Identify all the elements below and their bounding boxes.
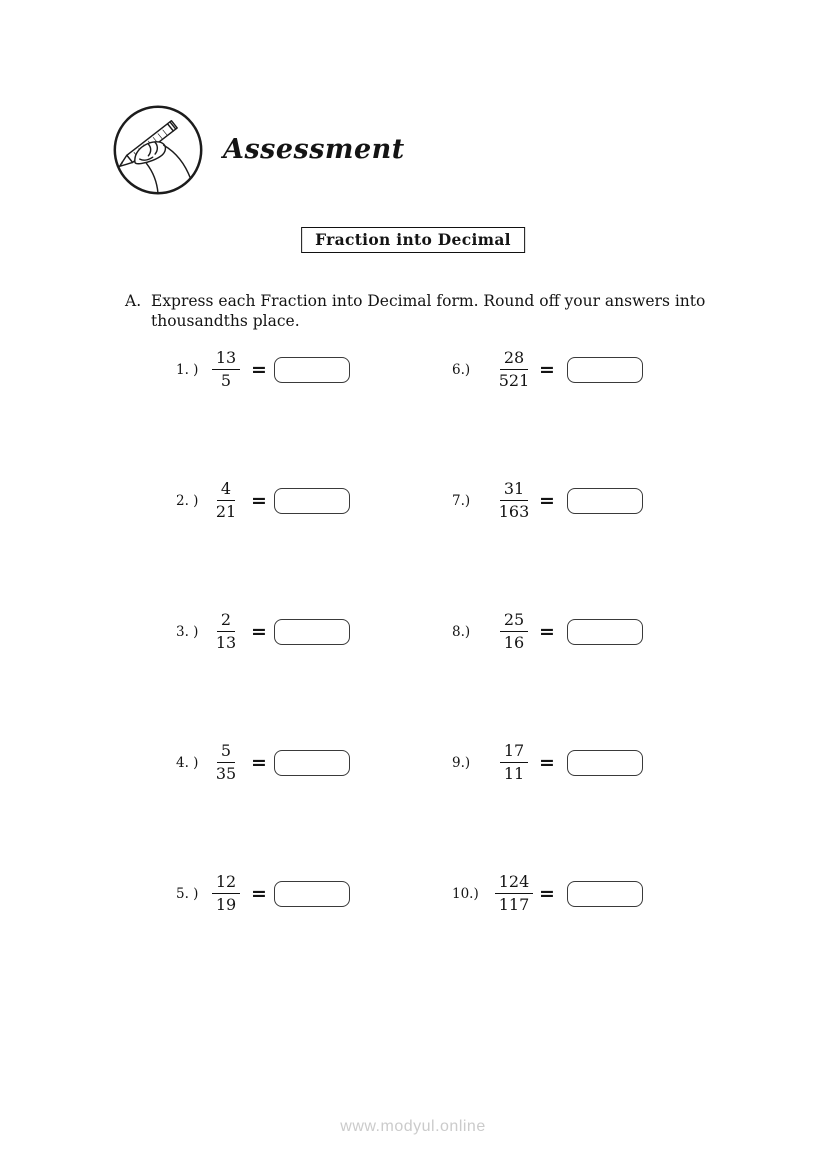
- equals-sign: =: [539, 489, 555, 512]
- answer-box[interactable]: [567, 488, 643, 514]
- equals-sign: =: [539, 882, 555, 905]
- fraction: [492, 611, 536, 651]
- equals-sign: =: [251, 882, 267, 905]
- problem-item: [413, 304, 826, 435]
- problem-number: 9.): [452, 754, 471, 771]
- problem-item: [0, 697, 413, 828]
- fraction-numerator: 31: [500, 480, 528, 501]
- hand-writing-icon: [110, 102, 206, 198]
- problem-item: [0, 566, 413, 697]
- fraction: [204, 349, 248, 389]
- fraction: [492, 742, 536, 782]
- problem-number: 3. ): [176, 623, 199, 640]
- problem-number: 1. ): [176, 361, 199, 378]
- instruction-letter: A.: [125, 292, 142, 310]
- problem-item: [413, 566, 826, 697]
- problem-number: 10.): [452, 885, 479, 902]
- answer-box[interactable]: [274, 881, 350, 907]
- problem-item: [413, 435, 826, 566]
- problems-grid: [0, 304, 826, 959]
- fraction-denominator: 163: [498, 502, 530, 521]
- fraction-denominator: 35: [215, 764, 237, 783]
- fraction-denominator: 13: [215, 633, 237, 652]
- problem-number: 2. ): [176, 492, 199, 509]
- fraction: [492, 873, 536, 913]
- fraction-denominator: 16: [503, 633, 525, 652]
- answer-box[interactable]: [567, 750, 643, 776]
- fraction: [492, 480, 536, 520]
- problem-number: 8.): [452, 623, 471, 640]
- problem-item: [413, 828, 826, 959]
- problem-number: 4. ): [176, 754, 199, 771]
- answer-box[interactable]: [274, 750, 350, 776]
- equals-sign: =: [251, 358, 267, 381]
- footer-watermark: www.modyul.online: [340, 1118, 486, 1135]
- equals-sign: =: [539, 620, 555, 643]
- equals-sign: =: [251, 489, 267, 512]
- fraction-denominator: 19: [215, 895, 237, 914]
- fraction-denominator: 5: [220, 371, 232, 390]
- answer-box[interactable]: [274, 357, 350, 383]
- fraction-denominator: 521: [498, 371, 530, 390]
- problem-item: [0, 828, 413, 959]
- fraction-numerator: 124: [495, 873, 534, 894]
- fraction-numerator: 2: [217, 611, 235, 632]
- fraction-denominator: 117: [498, 895, 530, 914]
- fraction-numerator: 28: [500, 349, 528, 370]
- problem-item: [0, 304, 413, 435]
- problem-number: 7.): [452, 492, 471, 509]
- page-title: Assessment: [223, 134, 405, 165]
- answer-box[interactable]: [567, 619, 643, 645]
- fraction-denominator: 11: [503, 764, 525, 783]
- problem-number: 6.): [452, 361, 471, 378]
- answer-box[interactable]: [567, 357, 643, 383]
- equals-sign: =: [251, 751, 267, 774]
- fraction-numerator: 13: [212, 349, 240, 370]
- section-label: Fraction into Decimal: [301, 227, 525, 253]
- problem-item: [0, 435, 413, 566]
- fraction: [204, 480, 248, 520]
- equals-sign: =: [539, 358, 555, 381]
- fraction-numerator: 17: [500, 742, 528, 763]
- fraction-numerator: 12: [212, 873, 240, 894]
- problem-item: [413, 697, 826, 828]
- answer-box[interactable]: [567, 881, 643, 907]
- fraction: [204, 611, 248, 651]
- equals-sign: =: [251, 620, 267, 643]
- fraction: [204, 742, 248, 782]
- instruction-text: Express each Fraction into Decimal form. Round off your answers into thousandths place.: [151, 292, 706, 330]
- answer-box[interactable]: [274, 619, 350, 645]
- answer-box[interactable]: [274, 488, 350, 514]
- fraction-numerator: 25: [500, 611, 528, 632]
- fraction-numerator: 5: [217, 742, 235, 763]
- equals-sign: =: [539, 751, 555, 774]
- fraction: [204, 873, 248, 913]
- problem-number: 5. ): [176, 885, 199, 902]
- fraction-numerator: 4: [217, 480, 235, 501]
- fraction-denominator: 21: [215, 502, 237, 521]
- fraction: [492, 349, 536, 389]
